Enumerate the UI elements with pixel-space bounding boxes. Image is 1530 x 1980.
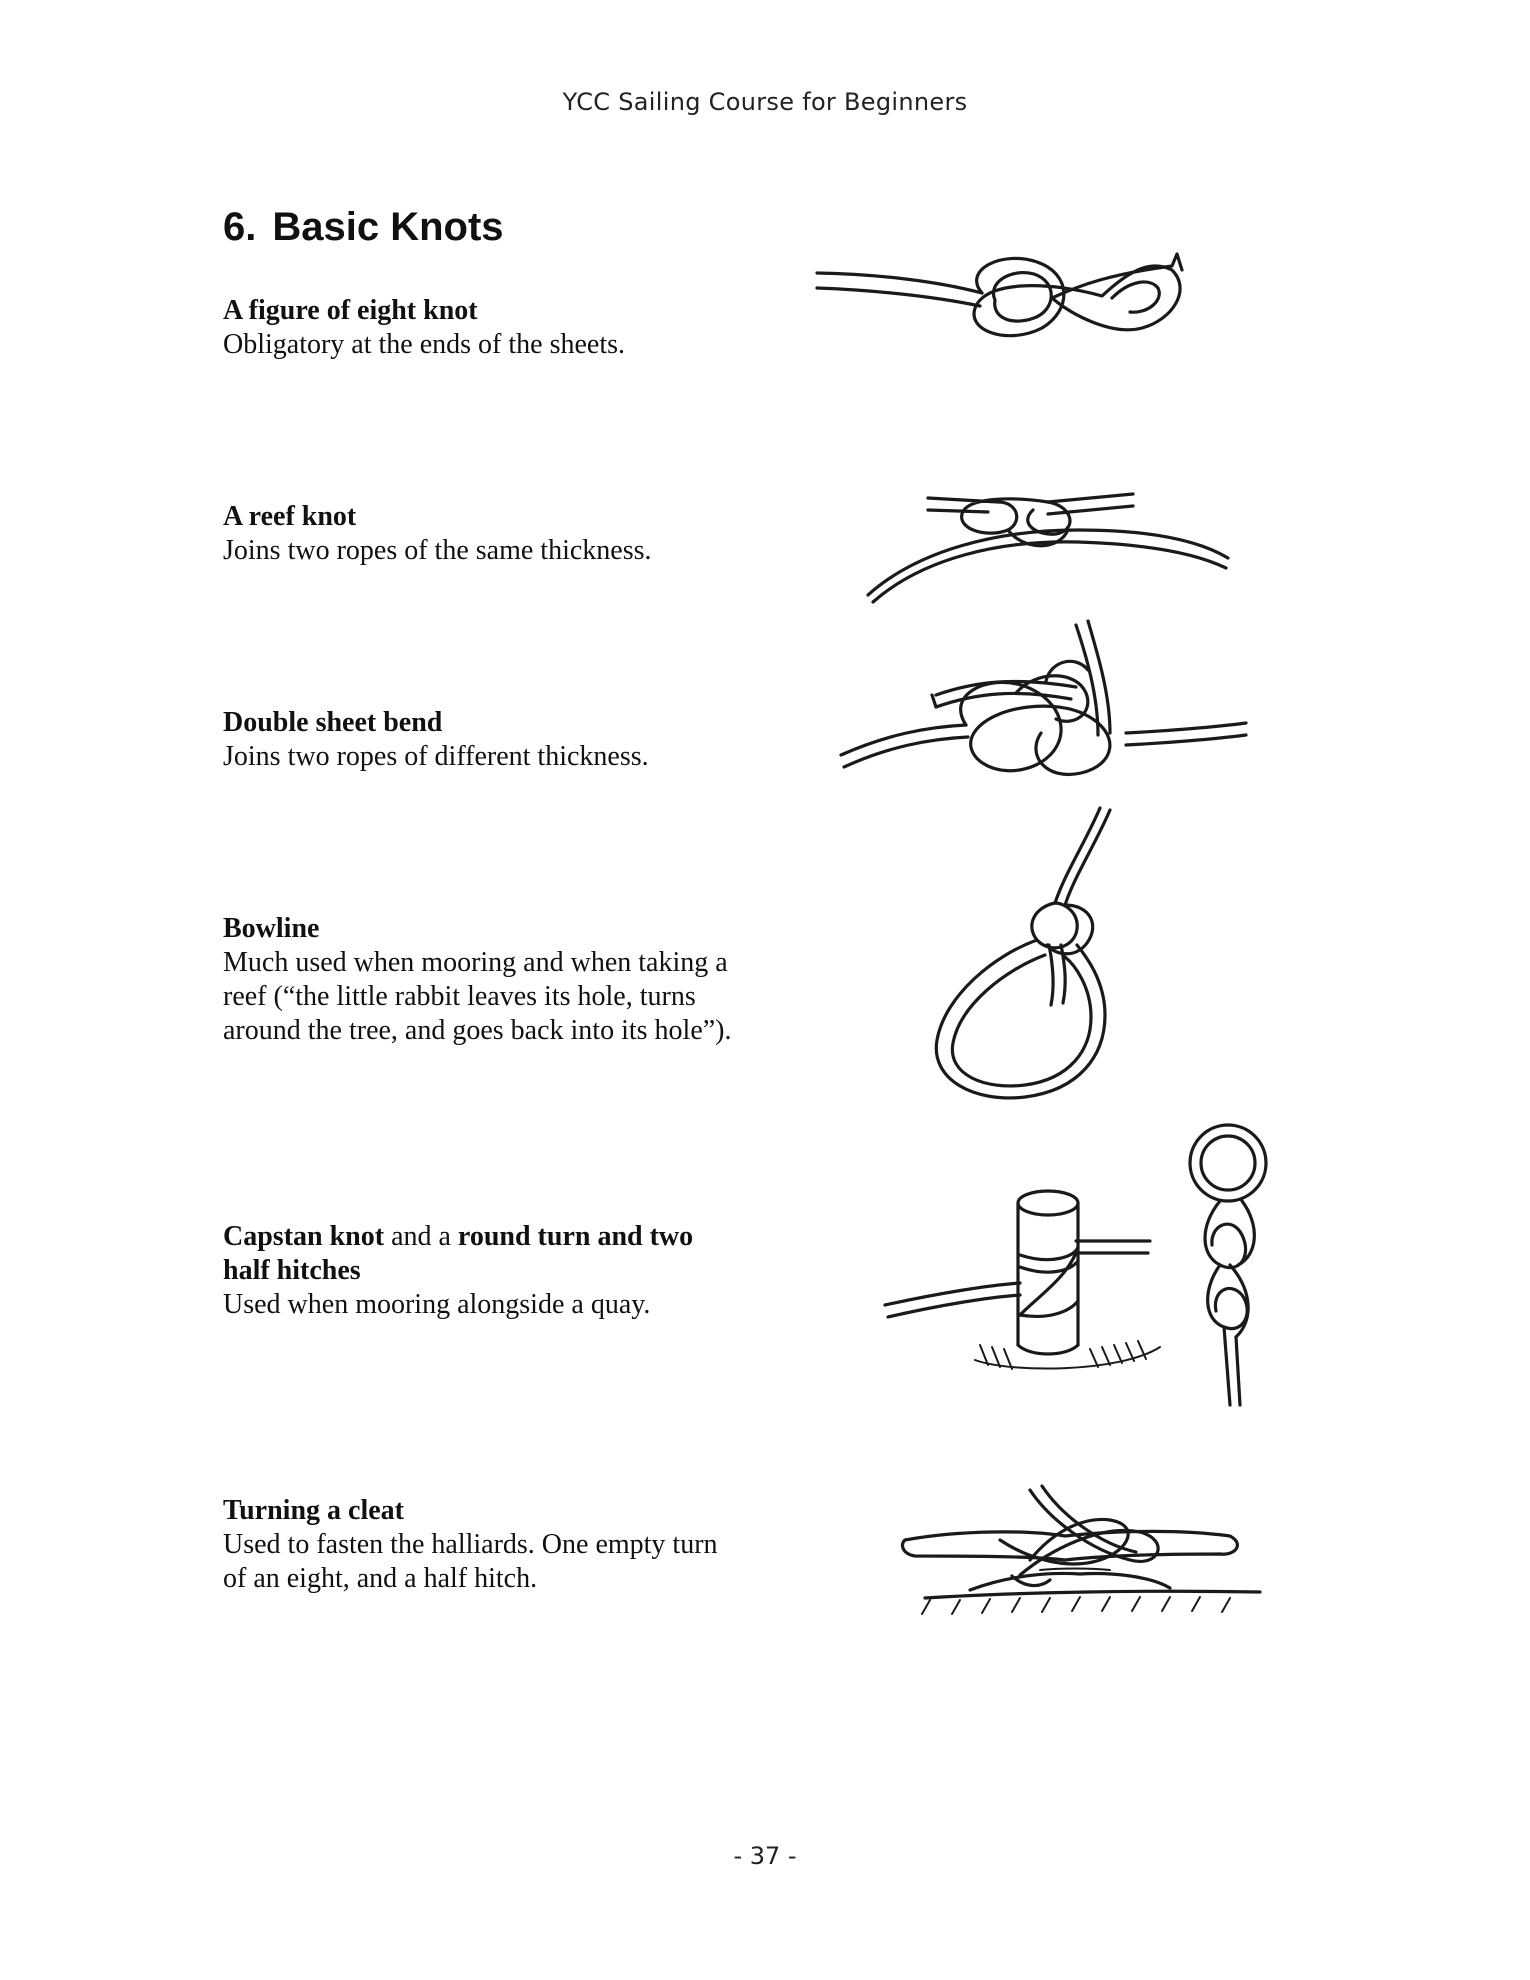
knot-name: A figure of eight knot <box>223 295 478 326</box>
cleat-hitch-icon <box>900 1480 1280 1630</box>
knot-reef <box>223 500 743 568</box>
knot-cleat <box>223 1494 743 1596</box>
page-number: - 37 - <box>733 1842 797 1870</box>
knot-double-sheet-bend <box>223 706 743 774</box>
capstan-and-round-turn-icon <box>880 1115 1300 1415</box>
chapter-number: 6. <box>223 205 257 249</box>
knot-description: Joins two ropes of different thickness. <box>223 741 649 772</box>
knot-capstan-and-round-turn <box>223 1220 743 1322</box>
bowline-icon <box>915 805 1130 1105</box>
knot-description: Much used when mooring and when taking a reef (“the little rabbit leaves its hole, turns around the tree, and goes back into its hole”). <box>223 947 732 1046</box>
knot-figure-eight <box>223 294 743 362</box>
knot-name: Double sheet bend <box>223 707 443 738</box>
knot-description: Joins two ropes of the same thickness. <box>223 535 652 566</box>
reef-knot-icon <box>858 470 1238 610</box>
chapter-title-text: Basic Knots <box>272 205 504 249</box>
knot-name: A reef knot <box>223 501 357 532</box>
knot-description: Used when mooring alongside a quay. <box>223 1289 651 1320</box>
knot-name-capstan: Capstan knot <box>223 1221 385 1252</box>
knot-name: Turning a cleat <box>223 1495 404 1526</box>
knot-name-round-turn: round turn and two half hitches <box>223 1221 694 1286</box>
knot-bowline <box>223 912 743 1048</box>
running-header: YCC Sailing Course for Beginners <box>562 88 968 116</box>
knot-name-connector: and a <box>384 1221 458 1252</box>
chapter-title <box>223 205 504 250</box>
knot-description: Obligatory at the ends of the sheets. <box>223 329 626 360</box>
knot-name: Bowline <box>223 913 320 944</box>
figure-eight-knot-icon <box>812 240 1192 350</box>
double-sheet-bend-icon <box>836 615 1256 785</box>
knot-description: Used to fasten the halliards. One empty turn of an eight, and a half hitch. <box>223 1529 718 1594</box>
